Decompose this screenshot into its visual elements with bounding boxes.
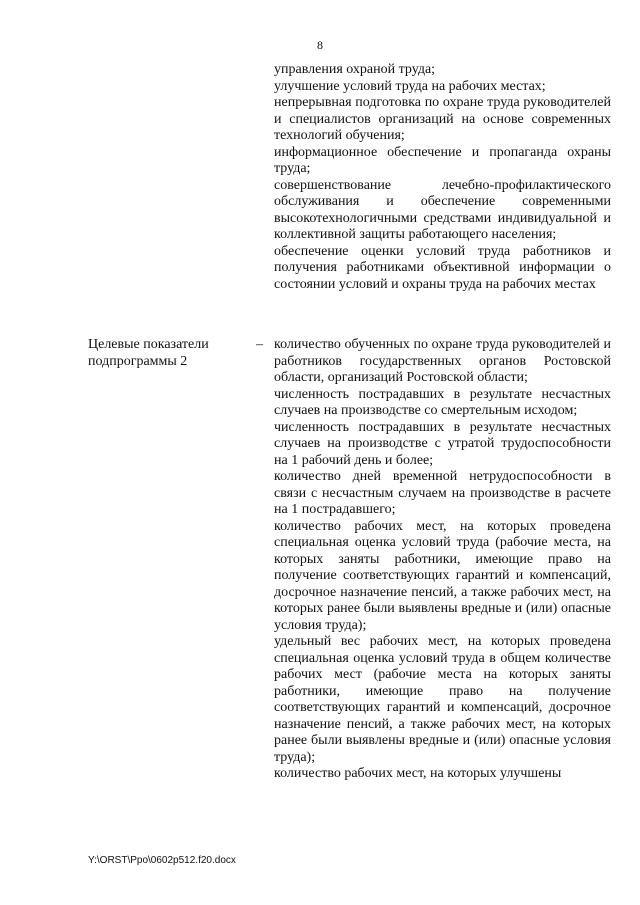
top-item: управления охраной труда; [274,62,436,77]
file-path-footer: Y:\ORST\Ppo\0602p512.f20.docx [88,855,236,866]
indicators-block [274,337,611,783]
indicator-item: количество дней временной нетрудоспособности в связи с несчастным случаем на производстве в расчете на 1 пострадавшего; [274,469,611,517]
indicators-dash: – [256,337,263,352]
top-item: совершенствование лечебно-профилактического обслуживания и обеспечение современными высокотехнологичными средствами индивидуальной и коллективной защиты работающего населения; [274,177,611,242]
top-item: непрерывная подготовка по охране труда руководителей и специалистов организаций на основе современных технологий обучения; [274,95,611,143]
page-number: 8 [317,38,323,52]
indicator-item: численность пострадавших в результате несчастных случаев на производстве со смертельным исходом; [274,386,611,418]
top-item: обеспечение оценки условий труда работников и получения работниками объективной информации о состоянии условий и охраны труда на рабочих местах [274,243,611,292]
indicator-item: удельный вес рабочих мест, на которых проведена специальная оценка условий труда в общем количестве рабочих мест (рабочие места на которых заняты работники, имеющие право на получение соответствующих гарантий и компенсаций, досрочное назначение пенсий, а также рабочих мест, на которых ранее были выявлены вредные и (или) опасные условия труда); [274,634,611,765]
top-item: информационное обеспечение и пропаганда охраны труда; [274,144,611,176]
indicator-item: количество рабочих мест, на которых улучшены [274,766,562,781]
top-item: улучшение условий труда на рабочих местах; [274,78,546,94]
indicator-item: численность пострадавших в результате несчастных случаев на производстве с утратой трудоспособности на 1 рабочий день и более; [274,419,611,468]
indicator-item: количество обученных по охране труда руководителей и работников государственных органов Ростовской области, организаций Ростовской области; [274,337,611,385]
indicator-item: количество рабочих мест, на которых проведена специальная оценка условий труда (рабочие места, на которых заняты работники, имеющие право на получение соответствующих гарантий и компенсаций, досрочное назначение пенсий, а также рабочих мест, на которых ранее были выявлены вредные и (или) опасные условия труда); [274,518,611,633]
indicators-label: Целевые показатели подпрограммы 2 [88,337,209,369]
top-items-block [274,62,611,293]
